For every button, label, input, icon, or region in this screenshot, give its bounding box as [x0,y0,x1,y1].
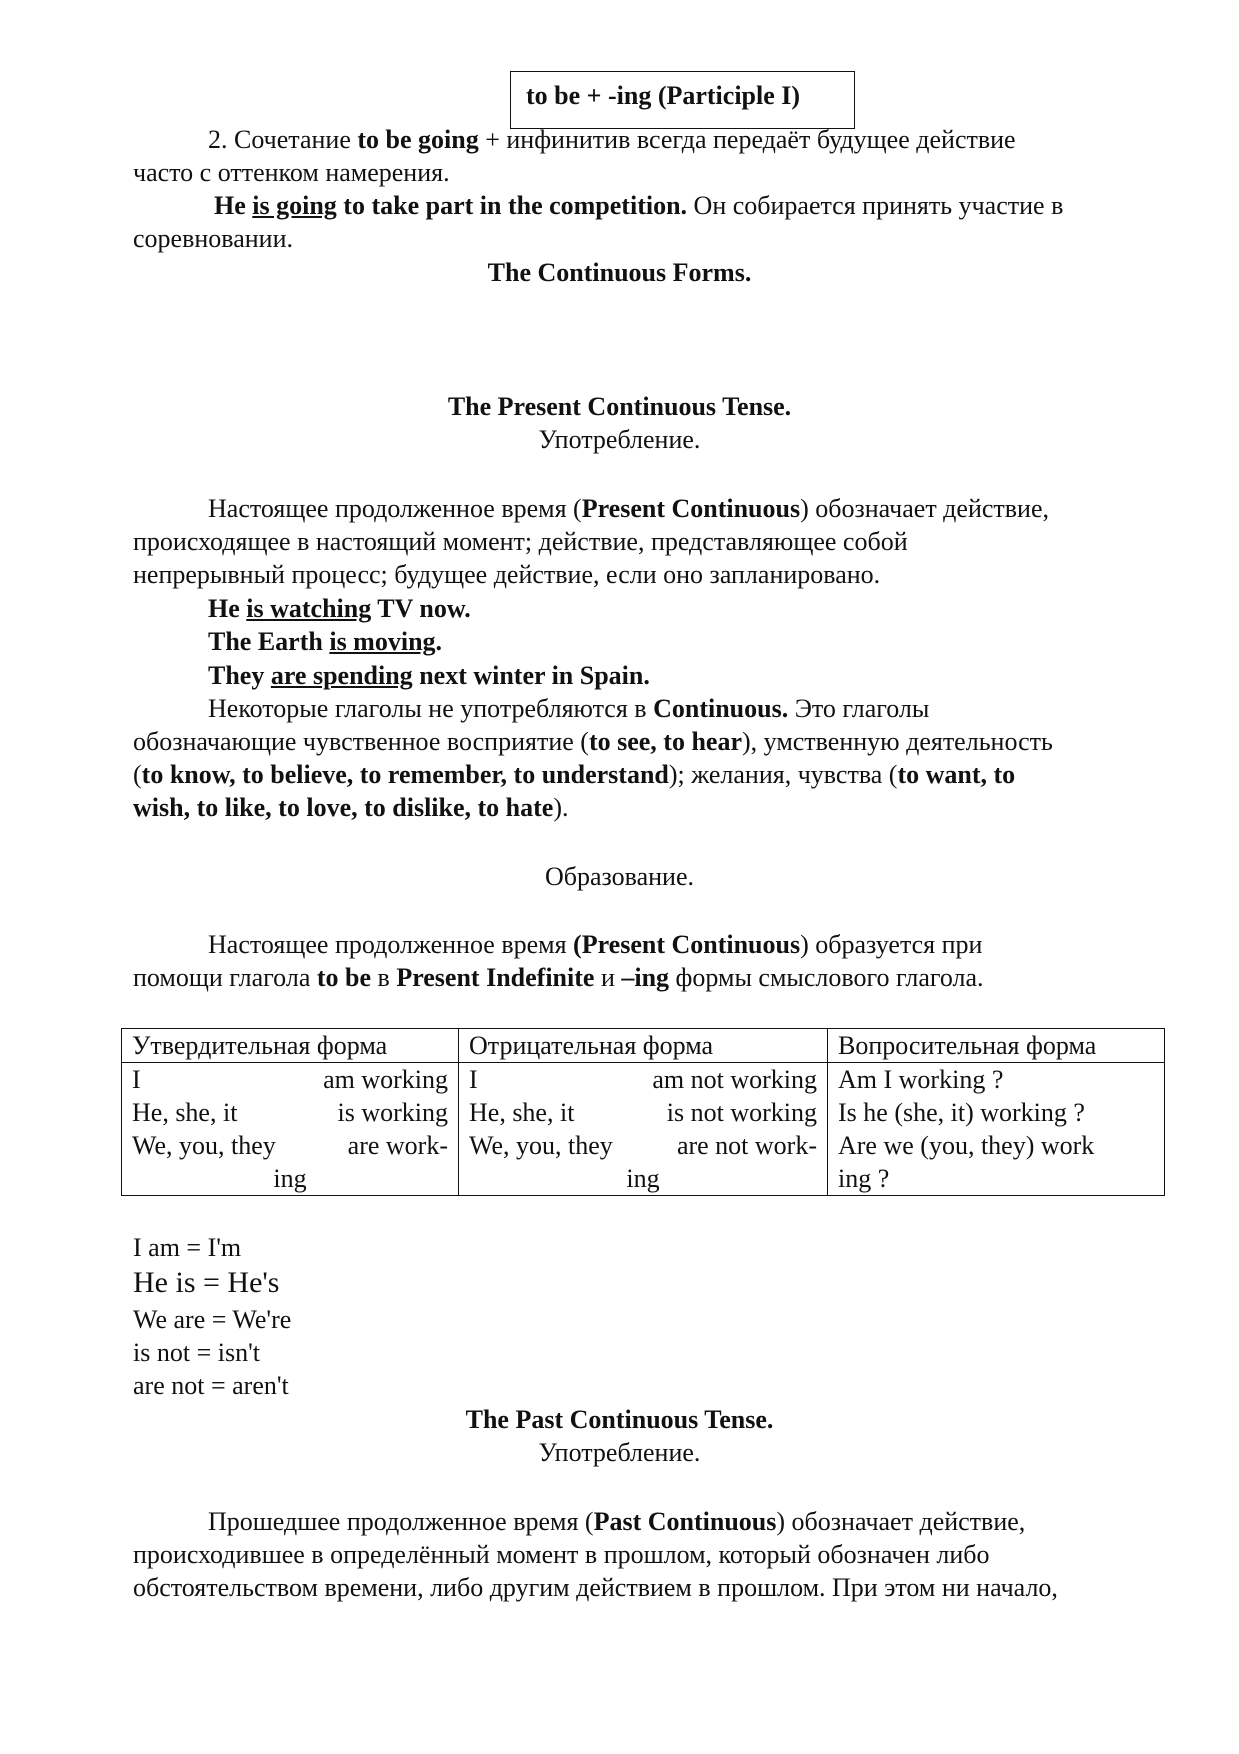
paragraph-stative-line3 [133,758,1015,791]
subject: He, she, it [132,1098,238,1127]
contraction-he-is: He is = He's [133,1266,280,1299]
affirmative-cell [122,1063,459,1196]
term: to be going [357,125,479,154]
formula-text: to be + -ing (Participle I) [526,81,801,110]
paragraph-present-line2: происходящее в настоящий момент; действие, представляющее собой [133,527,908,556]
subject: We, you, they [469,1131,613,1160]
subject: He, she, it [469,1098,575,1127]
text: + инфинитив всегда передаёт будущее действие [478,125,1016,154]
forms-table [121,1028,1165,1196]
verb: is watching [246,594,372,623]
verb: is moving [329,627,436,656]
text: He [214,191,253,220]
term: wish, to like, to love, to dislike, to hate [133,793,554,822]
subheading-usage-past: Употребление. [538,1438,701,1467]
list-item [469,1096,817,1129]
text: ). [553,793,569,822]
text: . [435,627,443,656]
list-item [469,1129,817,1162]
heading-text: The Past Continuous Tense. [465,1405,774,1434]
translation: Он собирается принять участие в [687,191,1064,220]
list-item [132,1096,448,1129]
heading-past-continuous [0,1403,1239,1436]
example-spending [208,659,650,692]
text: Прошедшее продолженное время ( [208,1507,594,1536]
text: The Earth [208,627,330,656]
list-item: ing ? [838,1164,890,1193]
table-header-row [122,1029,1165,1063]
list-item: Is he (she, it) working ? [838,1098,1085,1127]
example-going-translation-line2: соревновании. [133,224,293,253]
paragraph-stative-line2 [133,725,1053,758]
contraction-i-am: I am = I'm [133,1233,242,1262]
paragraph-past-line3: обстоятельством времени, либо другим действием в прошлом. При этом ни начало, [133,1573,1058,1602]
subject: I [469,1065,478,1094]
text: to take part in the competition. [336,191,688,220]
text: They [208,661,271,690]
header-negative: Отрицательная форма [459,1029,828,1063]
example-going [214,189,1063,222]
subheading-formation: Образование. [544,862,694,891]
example-watching [208,592,471,625]
text: ) обозначает действие, [776,1507,1026,1536]
verb-form: am working [323,1065,448,1094]
term: to see, to hear [588,727,742,756]
verb-form: is working [337,1098,448,1127]
verb: is going [252,191,337,220]
paragraph-stative-line1 [208,692,929,725]
text: He [208,594,247,623]
term: –ing [621,963,670,992]
contraction-are-not: are not = aren't [133,1371,289,1400]
text: в [371,963,397,992]
list-item [469,1063,817,1096]
paragraph-present-line3: непрерывный процесс; будущее действие, если оно запланировано. [133,560,881,589]
term: to want, to [897,760,1016,789]
word-tail: ing [273,1164,307,1193]
paragraph-going-line1 [208,123,1016,156]
contraction-we-are: We are = We're [133,1305,292,1334]
heading-text: The Present Continuous Tense. [447,392,792,421]
heading-present-continuous [0,390,1239,423]
term: Continuous. [653,694,789,723]
term: to know, to believe, to remember, to understand [141,760,669,789]
word-tail: ing [626,1164,660,1193]
negative-cell [459,1063,828,1196]
text: 2. Сочетание [208,125,358,154]
heading-continuous-forms [0,256,1239,289]
term: Present Continuous [581,494,801,523]
subheading-usage: Употребление. [538,425,701,454]
text: ) обозначает действие, [800,494,1049,523]
text: ), умственную деятельность [742,727,1053,756]
list-item: Am I working ? [838,1065,1004,1094]
paragraph-formation-line2 [133,961,984,994]
list-item: Are we (you, they) work [838,1131,1095,1160]
term: to be [316,963,372,992]
table-row [122,1063,1165,1196]
text: TV now. [371,594,471,623]
text: Это глаголы [788,694,930,723]
example-moving [208,625,442,658]
term: Present Indefinite [396,963,595,992]
verb-form: are not work- [676,1131,817,1160]
contraction-is-not: is not = isn't [133,1338,260,1367]
heading-text: The Continuous Forms. [487,258,752,287]
subject: We, you, they [132,1131,276,1160]
paragraph-past-line2: происходившее в определённый момент в прошлом, который обозначен либо [133,1540,990,1569]
text: формы смыслового глагола. [669,963,984,992]
text: Некоторые глаголы не употребляются в [208,694,654,723]
text: ) образуется при [800,930,983,959]
paragraph-present-line1 [208,492,1049,525]
text: и [594,963,622,992]
list-item [132,1063,448,1096]
question-cell [828,1063,1165,1196]
paragraph-formation-line1 [208,928,982,961]
verb: are spending [270,661,413,690]
verb-form: is not working [666,1098,817,1127]
text: Настоящее продолженное время ( [208,494,582,523]
header-affirmative: Утвердительная форма [122,1029,459,1063]
subject: I [132,1065,141,1094]
term: (Present Continuous [573,930,801,959]
text: обозначающие чувственное восприятие ( [133,727,589,756]
verb-form: am not working [652,1065,817,1094]
formula-box [510,71,855,129]
text: ( [133,760,142,789]
header-question: Вопросительная форма [828,1029,1165,1063]
verb-form: are work- [347,1131,448,1160]
text: помощи глагола [133,963,317,992]
paragraph-stative-line4 [133,791,569,824]
text: ); желания, чувства ( [668,760,898,789]
paragraph-past-line1 [208,1505,1025,1538]
text: Настоящее продолженное время [208,930,574,959]
list-item [132,1129,448,1162]
term: Past Continuous [593,1507,777,1536]
paragraph-going-line2: часто с оттенком намерения. [133,158,450,187]
text: next winter in Spain. [412,661,650,690]
